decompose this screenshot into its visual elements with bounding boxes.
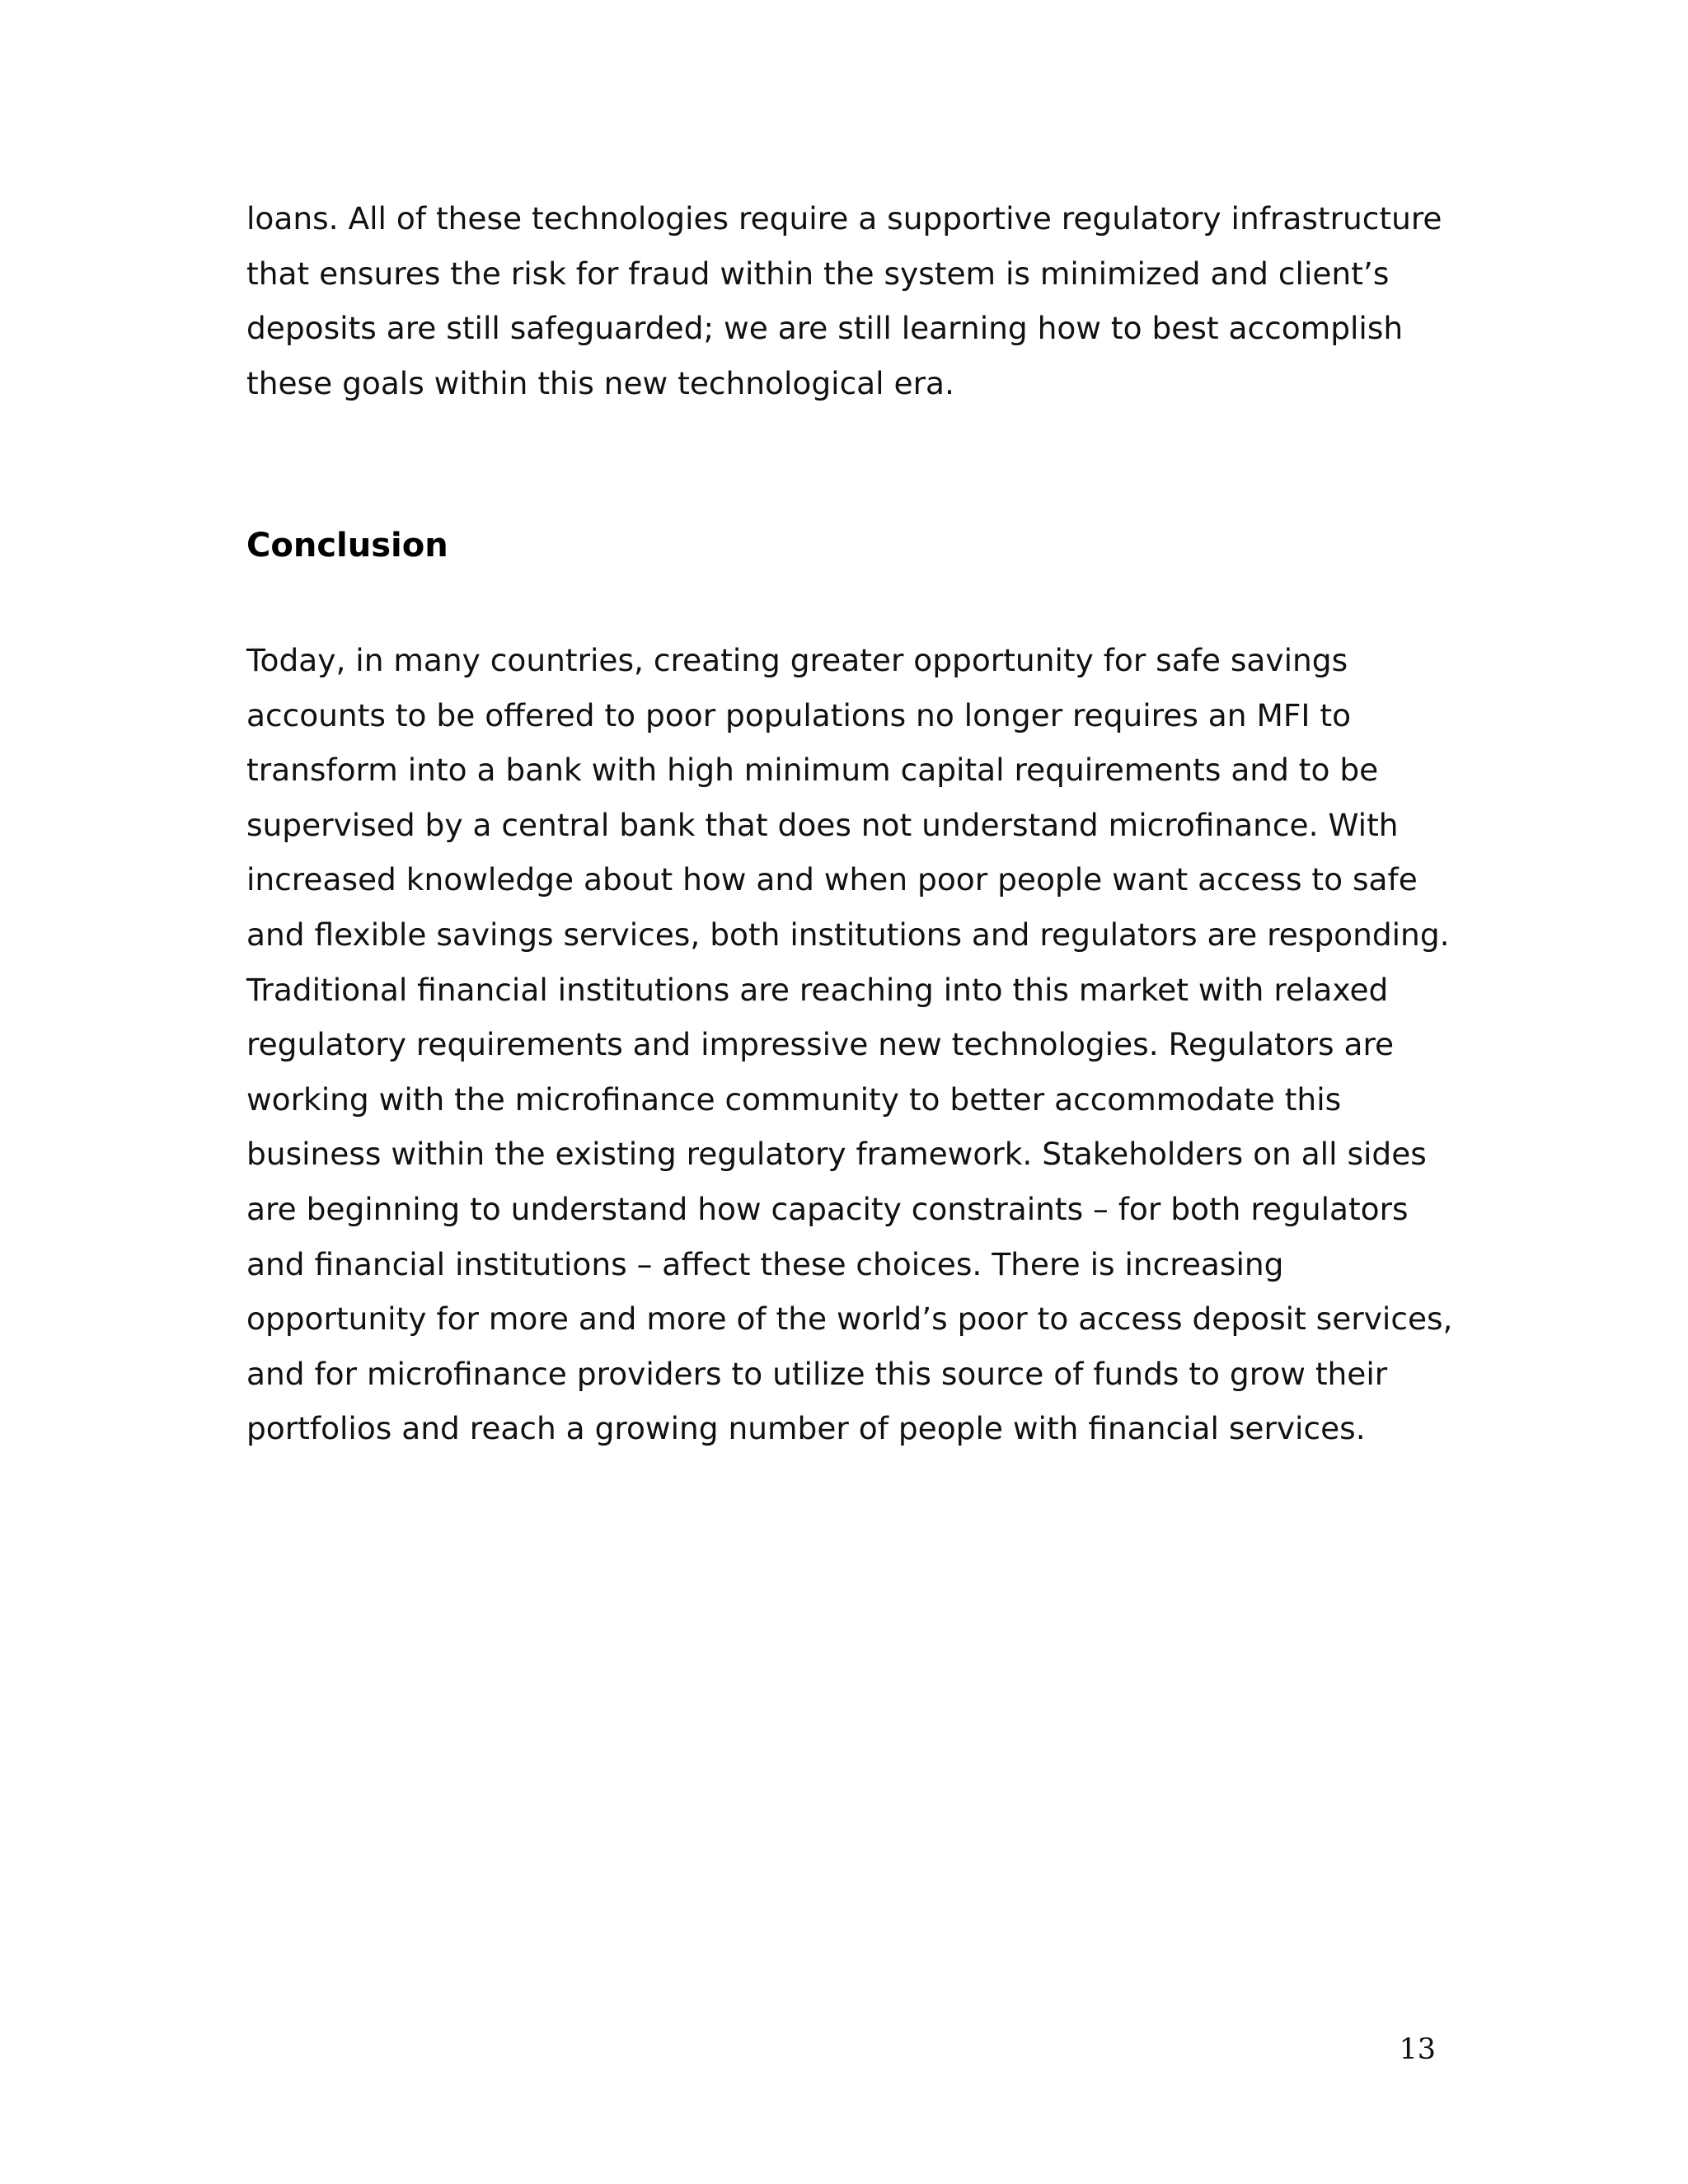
paragraph-line: regulatory requirements and impressive new technologies. Regulators are bbox=[246, 1026, 1395, 1063]
paragraph-line: opportunity for more and more of the world’s poor to access deposit services, bbox=[246, 1301, 1453, 1338]
conclusion-paragraph bbox=[246, 633, 1453, 1456]
continuation-paragraph bbox=[246, 191, 1450, 410]
paragraph-line: accounts to be offered to poor populations no longer requires an MFI to bbox=[246, 696, 1352, 733]
paragraph-line: that ensures the risk for fraud within the system is minimized and client’s bbox=[246, 255, 1390, 292]
paragraph-line: Today, in many countries, creating greater opportunity for safe savings bbox=[246, 642, 1348, 678]
paragraph-line: increased knowledge about how and when poor people want access to safe bbox=[246, 861, 1418, 898]
paragraph-line: loans. All of these technologies require a supportive regulatory infrastructure bbox=[246, 200, 1442, 237]
paragraph-line: are beginning to understand how capacity constraints – for both regulators bbox=[246, 1190, 1409, 1227]
paragraph-line: and financial institutions – affect these choices. There is increasing bbox=[246, 1245, 1284, 1282]
paragraph-line: Traditional financial institutions are reaching into this market with relaxed bbox=[246, 971, 1389, 1008]
paragraph-line: working with the microfinance community to better accommodate this bbox=[246, 1080, 1342, 1118]
paragraph-line: portfolios and reach a growing number of people with financial services. bbox=[246, 1410, 1366, 1447]
paragraph-line: business within the existing regulatory framework. Stakeholders on all sides bbox=[246, 1136, 1427, 1173]
paragraph-line: supervised by a central bank that does not understand microfinance. With bbox=[246, 806, 1399, 843]
page-number: 13 bbox=[1399, 2033, 1436, 2066]
paragraph-line: and for microfinance providers to utilize this source of funds to grow their bbox=[246, 1355, 1388, 1392]
paragraph-line: these goals within this new technological era. bbox=[246, 364, 954, 401]
paragraph-line: deposits are still safeguarded; we are still learning how to best accomplish bbox=[246, 310, 1404, 347]
paragraph-line: transform into a bank with high minimum capital requirements and to be bbox=[246, 752, 1379, 789]
section-heading-conclusion: Conclusion bbox=[246, 527, 448, 565]
paragraph-line: and flexible savings services, both institutions and regulators are responding. bbox=[246, 916, 1450, 953]
